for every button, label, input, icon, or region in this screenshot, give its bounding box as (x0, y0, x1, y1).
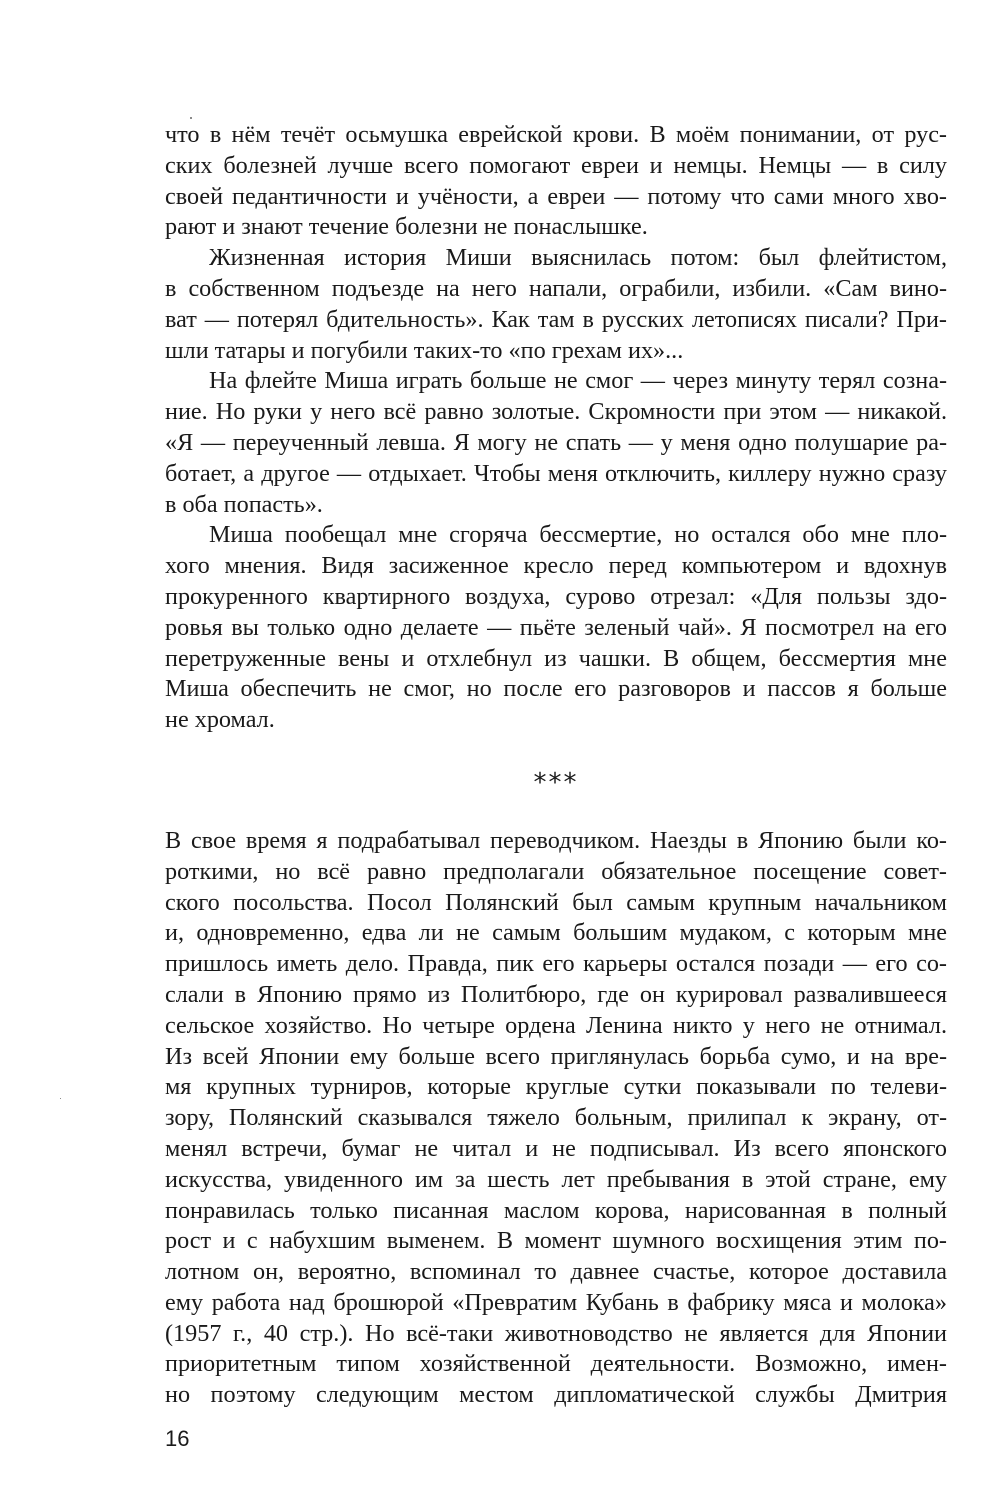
text-line: хого мнения. Видя засиженное кресло перед компьютером и вдохнув (165, 552, 947, 580)
section-separator: *** (533, 767, 579, 798)
text-line: ского посольства. Посол Полянский был самым крупным начальником (165, 888, 947, 916)
text-line: рают и знают течение болезни не понаслышке. (165, 213, 648, 241)
text-line: но поэтому следующим местом дипломатической службы Дмитрия (165, 1381, 947, 1409)
text-line: своей педантичности и учёности, а евреи — потому что сами много хво- (165, 182, 947, 210)
scan-speck (60, 1098, 61, 1099)
text-line: и, одновременно, едва ли не самым большим мудаком, с которым мне (165, 919, 947, 947)
text-line: В свое время я подрабатывал переводчиком. Наезды в Японию были ко- (165, 826, 947, 854)
text-line: Миша обеспечить не смог, но после его разговоров и пассов я больше (165, 675, 947, 703)
text-line: зору, Полянский сказывался тяжело больным, прилипал к экрану, от- (165, 1104, 947, 1132)
paragraph (165, 243, 947, 366)
text-line: лотном он, вероятно, вспоминал то давнее счастье, которое доставила (165, 1258, 947, 1286)
text-line: слали в Японию прямо из Политбюро, где он курировал развалившееся (165, 980, 947, 1008)
text-line: «Я — переученный левша. Я могу не спать — у меня одно полушарие ра- (165, 428, 947, 456)
section-one (165, 120, 947, 736)
text-line: ских болезней лучше всего помогают евреи и немцы. Немцы — в силу (165, 151, 947, 179)
text-line: в собственном подъезде на него напали, ограбили, избили. «Сам вино- (165, 274, 947, 302)
text-line: Жизненная история Миши выяснилась потом: был флейтистом, (209, 244, 947, 272)
scan-speck (190, 117, 192, 119)
text-line: пришлось иметь дело. Правда, пик его карьеры остался позади — его со- (165, 950, 947, 978)
paragraph (165, 120, 947, 243)
text-line: шли татары и погубили таких-то «по грехам их»... (165, 336, 684, 364)
text-line: Из всей Японии ему больше всего приглянулась борьба сумо, и на вре- (165, 1042, 947, 1070)
text-line: мя крупных турниров, которые круглые сутки показывали по телеви- (165, 1073, 947, 1101)
text-line: ват — потерял бдительность». Как там в русских летописях писали? При- (165, 305, 947, 333)
text-line: рост и с набухшим выменем. В момент шумного восхищения этим по- (165, 1227, 947, 1255)
text-line: сельское хозяйство. Но четыре ордена Ленина никто у него не отнимал. (165, 1011, 947, 1039)
page-body (165, 120, 947, 1411)
text-line: понравилась только писанная маслом корова, нарисованная в полный (165, 1196, 947, 1224)
text-line: прокуренного квартирного воздуха, сурово отрезал: «Для пользы здо- (165, 582, 947, 610)
page-number: 16 (165, 1426, 190, 1451)
text-line: ботает, а другое — отдыхает. Чтобы меня отключить, киллеру нужно сразу (165, 459, 947, 487)
text-line: роткими, но всё равно предполагали обязательное посещение совет- (165, 857, 947, 885)
text-line: перетруженные вены и отхлебнул из чашки. В общем, бессмертия мне (165, 644, 947, 672)
paragraph (165, 520, 947, 736)
section-two (165, 826, 947, 1411)
text-line: не хромал. (165, 706, 275, 734)
text-line: (1957 г., 40 стр.). Но всё-таки животноводство не является для Японии (165, 1319, 947, 1347)
text-line: что в нём течёт осьмушка еврейской крови. В моём понимании, от рус- (165, 121, 947, 148)
text-line: Миша пообещал мне сгоряча бессмертие, но остался обо мне пло- (209, 521, 947, 549)
text-line: ровья вы только одно делаете — пьёте зеленый чай». Я посмотрел на его (165, 613, 947, 641)
text-line: ему работа над брошюрой «Превратим Кубань в фабрику мяса и молока» (165, 1288, 947, 1316)
text-line: менял встречи, бумаг не читал и не подписывал. Из всего японского (165, 1134, 947, 1162)
text-line: ние. Но руки у него всё равно золотые. Скромности при этом — никакой. (165, 398, 947, 426)
text-line: в оба попасть». (165, 490, 323, 518)
text-line: искусства, увиденного им за шесть лет пребывания в этой стране, ему (165, 1165, 947, 1193)
text-line: приоритетным типом хозяйственной деятельности. Возможно, имен- (165, 1350, 947, 1378)
text-line: На флейте Миша играть больше не смог — через минуту терял созна- (209, 367, 947, 395)
paragraph (165, 826, 947, 1411)
paragraph (165, 366, 947, 520)
